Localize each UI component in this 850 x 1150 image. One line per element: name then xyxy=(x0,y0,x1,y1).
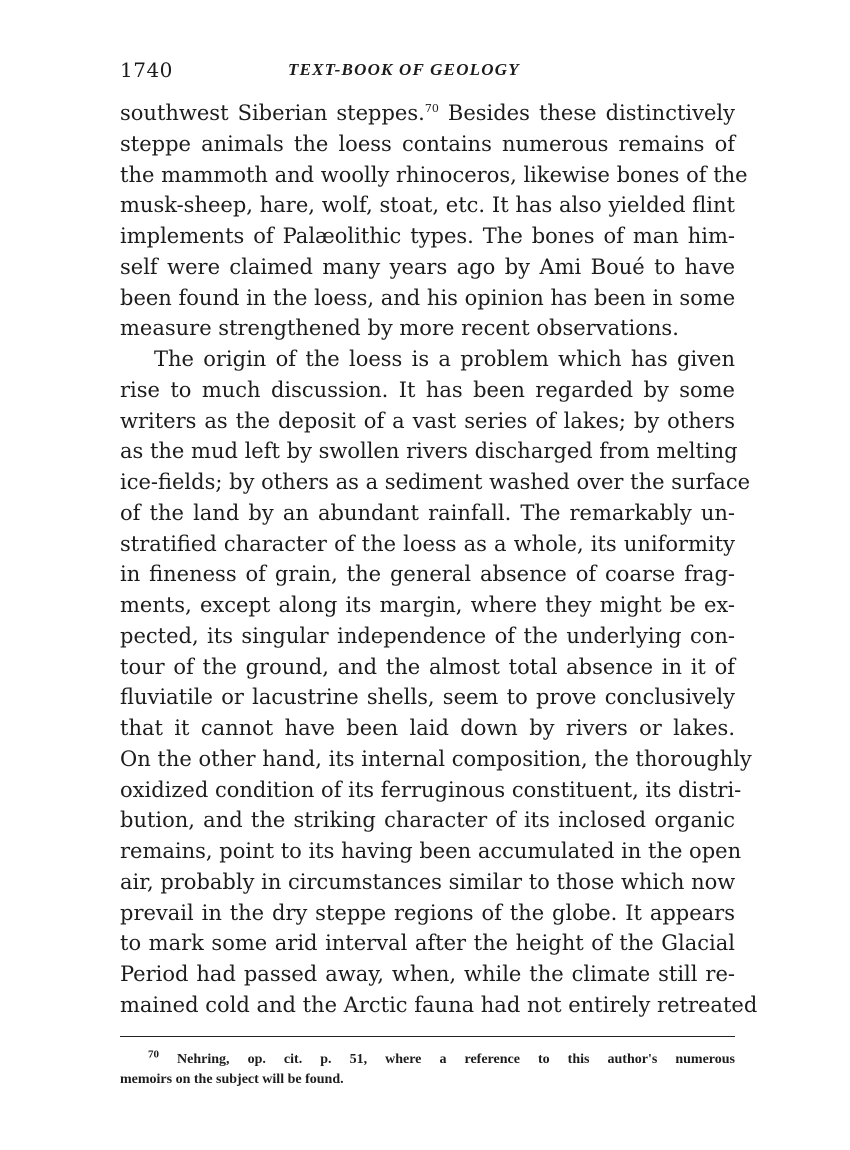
text-line: ments, except along its margin, where they might be ex- xyxy=(120,593,735,617)
running-title: TEXT-BOOK OF GEOLOGY xyxy=(288,60,520,79)
text-line: self were claimed many years ago by Ami Boué to have xyxy=(120,254,735,279)
text-line: steppe animals the loess contains numerous remains of xyxy=(120,131,735,156)
footnote-reference: 70 xyxy=(424,102,439,115)
text-line: the mammoth and woolly rhinoceros, likewise bones of the xyxy=(120,162,748,187)
footnote-divider xyxy=(120,1036,735,1037)
footnote xyxy=(120,1050,735,1090)
text-line: rise to much discussion. It has been regarded by some xyxy=(120,377,735,402)
text-line: measure strengthened by more recent observations. xyxy=(120,316,679,341)
text-line: to mark some arid interval after the height of the Glacial xyxy=(120,931,735,956)
paragraph-start-line: The origin of the loess is a problem which has given xyxy=(154,347,735,371)
text-line: ice-fields; by others as a sediment washed over the surface xyxy=(120,470,751,494)
text-line: stratified character of the loess as a whole, its uniformity xyxy=(120,531,735,556)
text-line: writers as the deposit of a vast series of lakes; by others xyxy=(120,408,735,433)
text-line: been found in the loess, and his opinion has been in some xyxy=(120,285,736,310)
footnote-line: $^{70}$ Nehring, op. cit. p. 51, where a reference to this author's numerous xyxy=(148,1048,735,1067)
text-line: pected, its singular independence of the underlying con- xyxy=(120,623,735,648)
text-line: fluviatile or lacustrine shells, seem to prove conclusively xyxy=(120,685,735,710)
running-head xyxy=(120,58,735,88)
text-line: as the mud left by swollen rivers discharged from melting xyxy=(120,439,738,464)
text-line: tour of the ground, and the almost total absence in it of xyxy=(120,654,735,679)
text-line: in fineness of grain, the general absence of coarse frag- xyxy=(120,562,735,587)
text-line: of the land by an abundant rainfall. The remarkably un- xyxy=(120,500,735,525)
text-line: musk-sheep, hare, wolf, stoat, etc. It has also yielded flint xyxy=(120,193,735,218)
text-line: On the other hand, its internal composition, the thoroughly xyxy=(120,746,752,771)
footnote-marker: 70 xyxy=(148,1048,159,1061)
page-number: 1740 xyxy=(120,58,173,82)
text-line: southwest Siberian steppes.$^{70}$ Besides these distinctively xyxy=(120,101,735,125)
text-line: prevail in the dry steppe regions of the globe. It appears xyxy=(120,900,735,925)
text-line: mained cold and the Arctic fauna had not entirely retreated xyxy=(120,992,758,1017)
footnote-line: memoirs on the subject will be found. xyxy=(120,1072,344,1087)
text-line: oxidized condition of its ferruginous constituent, its distri- xyxy=(120,777,742,802)
text-line: that it cannot have been laid down by rivers or lakes. xyxy=(120,716,735,740)
body-text xyxy=(120,98,758,1021)
text-line: air, probably in circumstances similar to those which now xyxy=(120,869,736,894)
text-line: remains, point to its having been accumulated in the open xyxy=(120,839,742,863)
text-line: bution, and the striking character of its inclosed organic xyxy=(120,808,735,833)
text-line: Period had passed away, when, while the climate still re- xyxy=(120,962,735,986)
text-line: implements of Palæolithic types. The bones of man him- xyxy=(120,224,735,248)
